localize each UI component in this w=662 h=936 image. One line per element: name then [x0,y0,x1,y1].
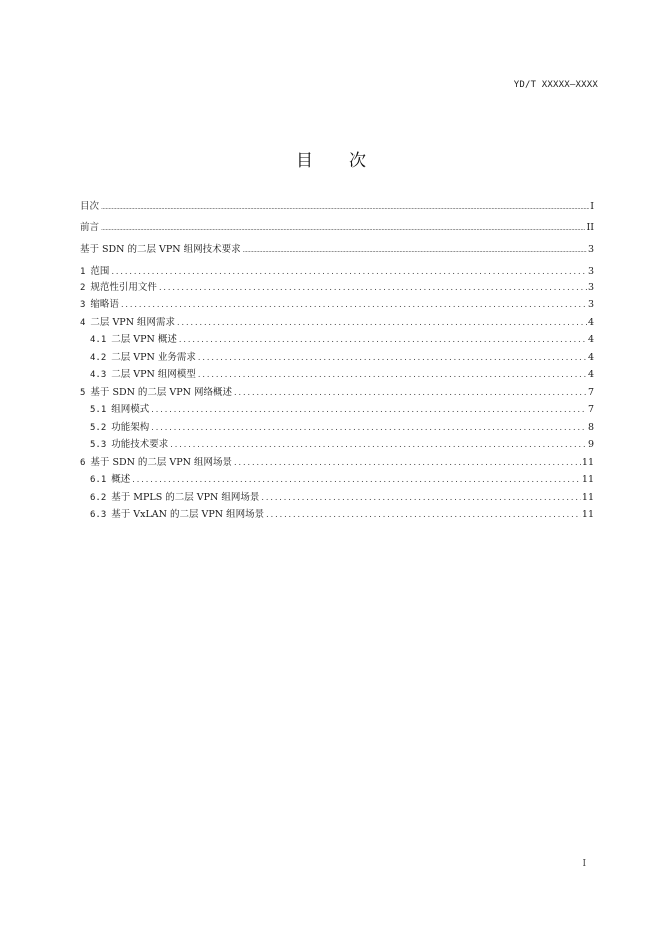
toc-entry-label [90,491,260,505]
toc-entry-page: 8 [587,422,594,433]
toc-entry-label [90,368,197,382]
toc-entry-text: 基于 SDN 的二层 VPN 网络概述 [90,387,233,398]
toc-entry[interactable] [80,456,594,470]
toc-entry-label: 前言 [80,222,100,233]
toc-entry-number: 5 [80,388,86,398]
page-number: I [582,859,586,869]
toc-entry-number: 6.2 [90,493,107,503]
toc-entry[interactable] [80,281,594,295]
toc-leader [151,403,587,417]
toc-entry-page: 11 [581,492,594,503]
toc-entry-text: 规范性引用文件 [90,282,157,293]
toc-entry-text: 基于 SDN 的二层 VPN 组网场景 [90,457,233,468]
toc-entry-label [80,265,110,279]
toc-entry-page: 11 [581,457,594,468]
toc-entry-number: 5.3 [90,440,107,450]
toc-leader [234,456,581,470]
toc-entry[interactable] [90,473,594,487]
toc-entry-number: 4.3 [90,370,107,380]
toc-entry[interactable] [90,508,594,522]
toc-entry-number: 4.1 [90,335,107,345]
toc-leader [151,421,587,435]
toc-leader [177,316,587,330]
toc-entry-number: 3 [80,300,86,310]
toc-entry[interactable] [80,298,594,312]
toc-leader [198,351,587,365]
toc-entry-page: 3 [587,266,594,277]
toc-entry-number: 1 [80,267,86,277]
toc-entry-number: 6 [80,458,86,468]
toc-leader [234,386,587,400]
toc-entry-page: 4 [587,334,594,345]
toc-entry-text: 概述 [111,474,131,485]
toc-entry[interactable] [80,221,594,235]
toc-entry[interactable] [80,316,594,330]
toc-entry-text: 功能架构 [111,422,150,433]
toc-entry-text: 基于 MPLS 的二层 VPN 组网场景 [111,492,260,503]
toc-entry-label [90,473,131,487]
toc-entry-page: 4 [587,369,594,380]
toc-entry-page: II [586,222,594,233]
toc-entry[interactable] [90,403,594,417]
toc-entry-label [80,456,233,470]
toc-entry-page: 7 [587,387,594,398]
toc-leader [159,281,587,295]
table-of-contents [80,0,594,936]
toc-entry-label: 目次 [80,201,100,212]
toc-entry-label [80,298,120,312]
toc-entry[interactable] [90,368,594,382]
toc-entry[interactable] [80,386,594,400]
toc-entry-text: 缩略语 [90,299,119,310]
toc-entry-number: 2 [80,283,86,293]
toc-entry[interactable] [90,491,594,505]
toc-entry-page: 4 [587,352,594,363]
toc-entry-text: 二层 VPN 概述 [111,334,177,345]
toc-entry-label [90,421,150,435]
toc-entry-page: 9 [587,439,594,450]
toc-entry-label [90,333,178,347]
toc-leader [243,243,587,258]
toc-leader [101,200,589,215]
toc-leader [170,438,587,452]
toc-entry[interactable] [90,351,594,365]
toc-entry-number: 4.2 [90,353,107,363]
toc-entry-label [90,403,150,417]
toc-entry-text: 范围 [90,266,110,277]
toc-entry-text: 二层 VPN 组网需求 [90,317,176,328]
toc-leader [198,368,587,382]
toc-entry-page: 3 [587,299,594,310]
toc-entry-page: I [590,201,594,212]
toc-entry-text: 功能技术要求 [111,439,169,450]
toc-leader [101,221,585,236]
toc-entry-text: 二层 VPN 组网模型 [111,369,196,380]
toc-entry-number: 6.1 [90,475,107,485]
toc-entry-label [90,351,197,365]
toc-entry-page: 7 [587,404,594,415]
toc-entry[interactable] [80,243,594,257]
toc-entry-number: 5.2 [90,423,107,433]
toc-entry-page: 11 [581,509,594,520]
toc-entry-text: 基于 VxLAN 的二层 VPN 组网场景 [111,509,265,520]
toc-leader [121,298,587,312]
toc-entry-number: 4 [80,318,86,328]
toc-entry-page: 3 [587,244,594,255]
toc-entry-label: 基于 SDN 的二层 VPN 组网技术要求 [80,244,241,255]
toc-entry-page: 4 [587,317,594,328]
toc-entry-text: 二层 VPN 业务需求 [111,352,196,363]
toc-entry-label [90,438,169,452]
toc-entry-number: 5.1 [90,405,107,415]
toc-leader [261,491,581,505]
page-title: 目次 [296,151,402,171]
toc-entry-number: 6.3 [90,510,107,520]
toc-entry[interactable] [90,333,594,347]
toc-entry-label [80,316,176,330]
toc-leader [179,333,587,347]
toc-entry-label [90,508,265,522]
toc-leader [132,473,581,487]
toc-entry-page: 11 [581,474,594,485]
toc-leader [111,265,587,279]
toc-entry[interactable] [90,421,594,435]
standard-code: YD/T XXXXX—XXXX [513,80,598,90]
toc-leader [266,508,581,522]
toc-entry[interactable] [90,438,594,452]
toc-entry-page: 3 [587,282,594,293]
toc-entry[interactable] [80,265,594,279]
toc-entry-label [80,281,158,295]
toc-entry-label [80,386,233,400]
toc-entry[interactable] [80,200,594,214]
toc-entry-text: 组网模式 [111,404,150,415]
